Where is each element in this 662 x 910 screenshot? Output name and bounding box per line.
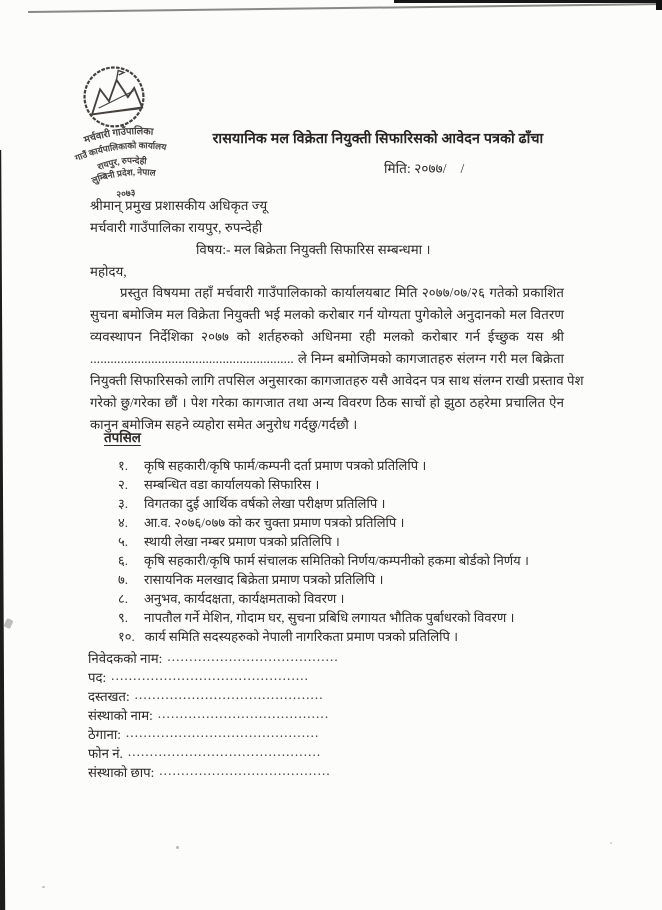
scan-artifact-top-edge [394,0,662,3]
subject-line: विषय:- मल बिक्रेता नियुक्ती सिफारिस सम्बन्धमा । [196,242,431,257]
form-field-dots: ............................................ [127,744,322,759]
form-field-label: फोन नं. [88,746,123,761]
list-item-number: १. [118,458,129,473]
form-field-dots: ....................................... [159,763,331,778]
recipient-line-1: श्रीमान् प्रमुख प्रशासकीय अधिकृत ज्यू [90,198,268,213]
stamp-mountains-icon [81,64,147,130]
form-field-applicant-name [88,649,339,667]
form-field-organization-name [88,706,329,724]
list-item-number: ४. [118,515,129,530]
scan-artifact-corner [656,0,662,10]
form-field-organization-seal [88,763,331,781]
form-field-dots: ............................................. [111,668,310,683]
form-field-dots: ....................................... [157,706,330,721]
scan-artifact-smudge [176,846,179,849]
scan-artifact-left-edge [0,150,6,910]
list-item-text: कृषि सहकारी/कृषि फार्म संचालक समितिको निर्णय/कम्पनीको हकमा बोर्डको निर्णय । [144,553,529,568]
list-item-text: कृषि सहकारी/कृषि फार्म/कम्पनी दर्ता प्रमाण पत्रको प्रतिलिपि । [144,458,427,473]
schedule-heading: तपसिल [104,430,141,445]
document-title: रासयानिक मल विक्रेता नियुक्ती सिफारिसको आवेदन पत्रको ढाँचा [212,131,544,147]
body-line: सुचना बमोजिम मल विक्रेता नियुक्ती भई मलको करोबार गर्न योग्यता पुगेकोले अनुदानको मल वितरण [90,307,564,322]
office-stamp [56,60,178,198]
list-item-number: ६. [118,553,129,568]
form-field-label: ठेगाना: [88,727,121,742]
list-item [118,513,404,531]
list-item-text: अनुभव, कार्यदक्षता, कार्यक्षमताको विवरण । [144,591,345,606]
salutation: महोदय, [90,264,127,279]
list-item-number: ५. [118,534,129,549]
form-field-dots: ........................................... [134,687,324,702]
list-item [118,551,529,569]
list-item-number: १०. [118,629,135,644]
list-item-number: ७. [118,572,129,587]
list-item-text: आ.व. २०७६/०७७ को कर चुक्ता प्रमाण पत्रको प्रतिलिपि । [144,515,405,530]
list-item [118,608,514,626]
list-item-number: २. [118,477,129,492]
recipient-line-2: मर्चवारी गाउँपालिका रायपुर, रुपन्देही [90,220,263,235]
list-item [118,494,385,512]
list-item-text: स्थायी लेखा नम्बर प्रमाण पत्रको प्रतिलिपि । [144,534,340,549]
form-field-address [88,725,319,743]
list-item-text: नापतौल गर्ने मेशिन, गोदाम घर, सुचना प्रबिधि लगायत भौतिक पुर्बाधरको विवरण । [144,610,515,625]
stamp-graphic [56,60,178,198]
form-field-label: निवेदकको नाम: [88,651,163,666]
body-line: नियुक्ती सिफारिसको लागि तपसिल अनुसारका कागजातहरु यसै आवेदन पत्र साथ संलग्न राखी प्रस्ताव पेश [90,373,584,388]
form-field-phone [88,744,321,762]
form-field-dots: ....................................... [167,649,339,664]
form-field-label: पद: [88,670,107,685]
list-item [118,627,458,645]
form-field-label: संस्थाको नाम: [88,708,153,723]
list-item-text: सम्बन्धित वडा कार्यालयको सिफारिस । [144,477,320,492]
form-field-signature [88,687,324,705]
list-item [118,532,340,550]
body-line: ............................................................ ले निम्न बमोजिमको कागजातहरु संलग्न गरी मल बिक्रेता [90,351,564,366]
list-item-text: कार्य समिति सदस्यहरुको नेपाली नागरिकता प्रमाण पत्रको प्रतिलिपि । [144,629,459,644]
scan-artifact-smudge [3,618,13,629]
list-item [118,589,345,607]
body-line: गरेको छु/गरेका छौं । पेश गरेका कागजात तथा अन्य विवरण ठिक साचों हो झुठा ठहरेमा प्रचालित ऐन [90,395,564,410]
scan-artifact-smudge [610,842,612,844]
stamp-arc-text-1: मर्चवारी गाउँपालिका [82,126,154,146]
list-item [118,475,319,493]
list-item-number: ९. [118,610,129,625]
scan-artifact-smudge [42,886,45,888]
list-item-text: विगतका दुई आर्थिक वर्षको लेखा परीक्षण प्रतिलिपि । [144,496,386,511]
list-item-number: ८. [118,591,129,606]
list-item [118,570,383,588]
stamp-arc-text-2: गाउँ कार्यपालिकाको कार्यालय [73,140,167,164]
stamp-arc-text-4: लुम्बिनी प्रदेश, नेपाल [90,166,157,186]
body-line: कानुन बमोजिम सहने व्यहोरा समेत अनुरोध गर्दछु/गर्दछौ । [90,417,358,432]
scan-artifact-top-line [28,3,662,13]
list-item [118,456,426,474]
form-field-label: संस्थाको छाप: [88,765,155,780]
list-item-number: ३. [118,496,129,511]
stamp-arc-text-3: रायपुर, रुपन्देही [96,155,148,172]
date-line: मिति: २०७७/ / [384,161,465,176]
form-field-label: दस्तखत: [88,689,130,704]
form-field-dots: ............................................ [125,725,320,740]
form-field-position [88,668,309,686]
body-line: व्यवस्थापन निर्देशिका २०७७ को शर्तहरुको अधिनमा रही मलको करोबार गर्न ईच्छुक यस श्री [90,329,564,344]
body-line: प्रस्तुत विषयमा तहाँ मर्चवारी गाउँपालिकाको कार्यालयबाट मिति २०७७/०७/२६ गतेको प्रकाशित [120,285,564,300]
stamp-year: २०७३ [115,187,136,198]
list-item-text: रासायनिक मलखाद बिक्रेता प्रमाण पत्रको प्रतिलिपि । [144,572,384,587]
